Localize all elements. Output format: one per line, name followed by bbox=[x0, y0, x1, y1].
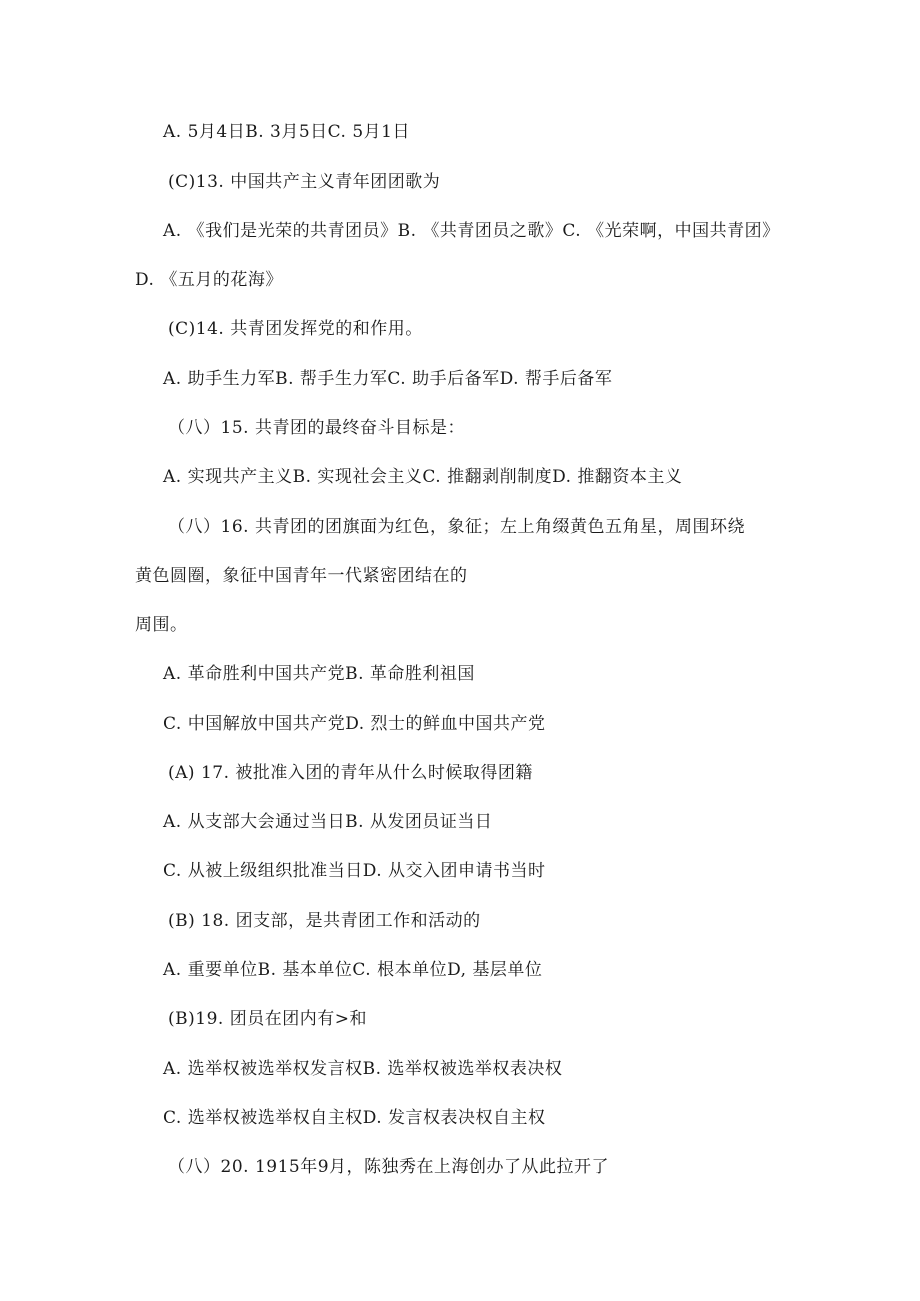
question-16-cont2: 周围。 bbox=[135, 615, 188, 635]
answer-options-q16-ab: A. 革命胜利中国共产党B. 革命胜利祖国 bbox=[163, 664, 475, 684]
answer-options-q18: A. 重要单位B. 基本单位C. 根本单位D, 基层单位 bbox=[163, 960, 543, 980]
answer-options-q13-cont: D. 《五月的花海》 bbox=[135, 270, 283, 290]
question-16: （八）16. 共青团的团旗面为红色，象征；左上角缀黄色五角星，周围环绕 bbox=[168, 517, 745, 537]
answer-options-q12: A. 5月4日B. 3月5日C. 5月1日 bbox=[163, 122, 410, 142]
answer-options-q15: A. 实现共产主义B. 实现社会主义C. 推翻剥削制度D. 推翻资本主义 bbox=[163, 467, 683, 487]
question-15: （八）15. 共青团的最终奋斗目标是： bbox=[168, 418, 465, 438]
question-18: (B) 18. 团支部，是共青团工作和活动的 bbox=[168, 911, 481, 931]
answer-options-q13: A. 《我们是光荣的共青团员》B. 《共青团员之歌》C. 《光荣啊，中国共青团》 bbox=[163, 221, 780, 241]
question-19: (B)19. 团员在团内有>和 bbox=[168, 1009, 367, 1029]
question-14: (C)14. 共青团发挥党的和作用。 bbox=[168, 319, 423, 339]
question-20: （八）20. 1915年9月，陈独秀在上海创办了从此拉开了 bbox=[168, 1157, 610, 1177]
question-16-cont: 黄色圆圈，象征中国青年一代紧密团结在的 bbox=[135, 566, 468, 586]
answer-options-q17-cd: C. 从被上级组织批准当日D. 从交入团申请书当时 bbox=[163, 861, 546, 881]
answer-options-q19-cd: C. 选举权被选举权自主权D. 发言权表决权自主权 bbox=[163, 1108, 546, 1128]
answer-options-q14: A. 助手生力军B. 帮手生力军C. 助手后备军D. 帮手后备军 bbox=[163, 369, 613, 389]
answer-options-q19-ab: A. 选举权被选举权发言权B. 选举权被选举权表决权 bbox=[163, 1059, 563, 1079]
answer-options-q16-cd: C. 中国解放中国共产党D. 烈士的鲜血中国共产党 bbox=[163, 714, 546, 734]
answer-options-q17-ab: A. 从支部大会通过当日B. 从发团员证当日 bbox=[163, 812, 493, 832]
question-17: (A) 17. 被批准入团的青年从什么时候取得团籍 bbox=[168, 763, 533, 783]
question-13: (C)13. 中国共产主义青年团团歌为 bbox=[168, 172, 441, 192]
